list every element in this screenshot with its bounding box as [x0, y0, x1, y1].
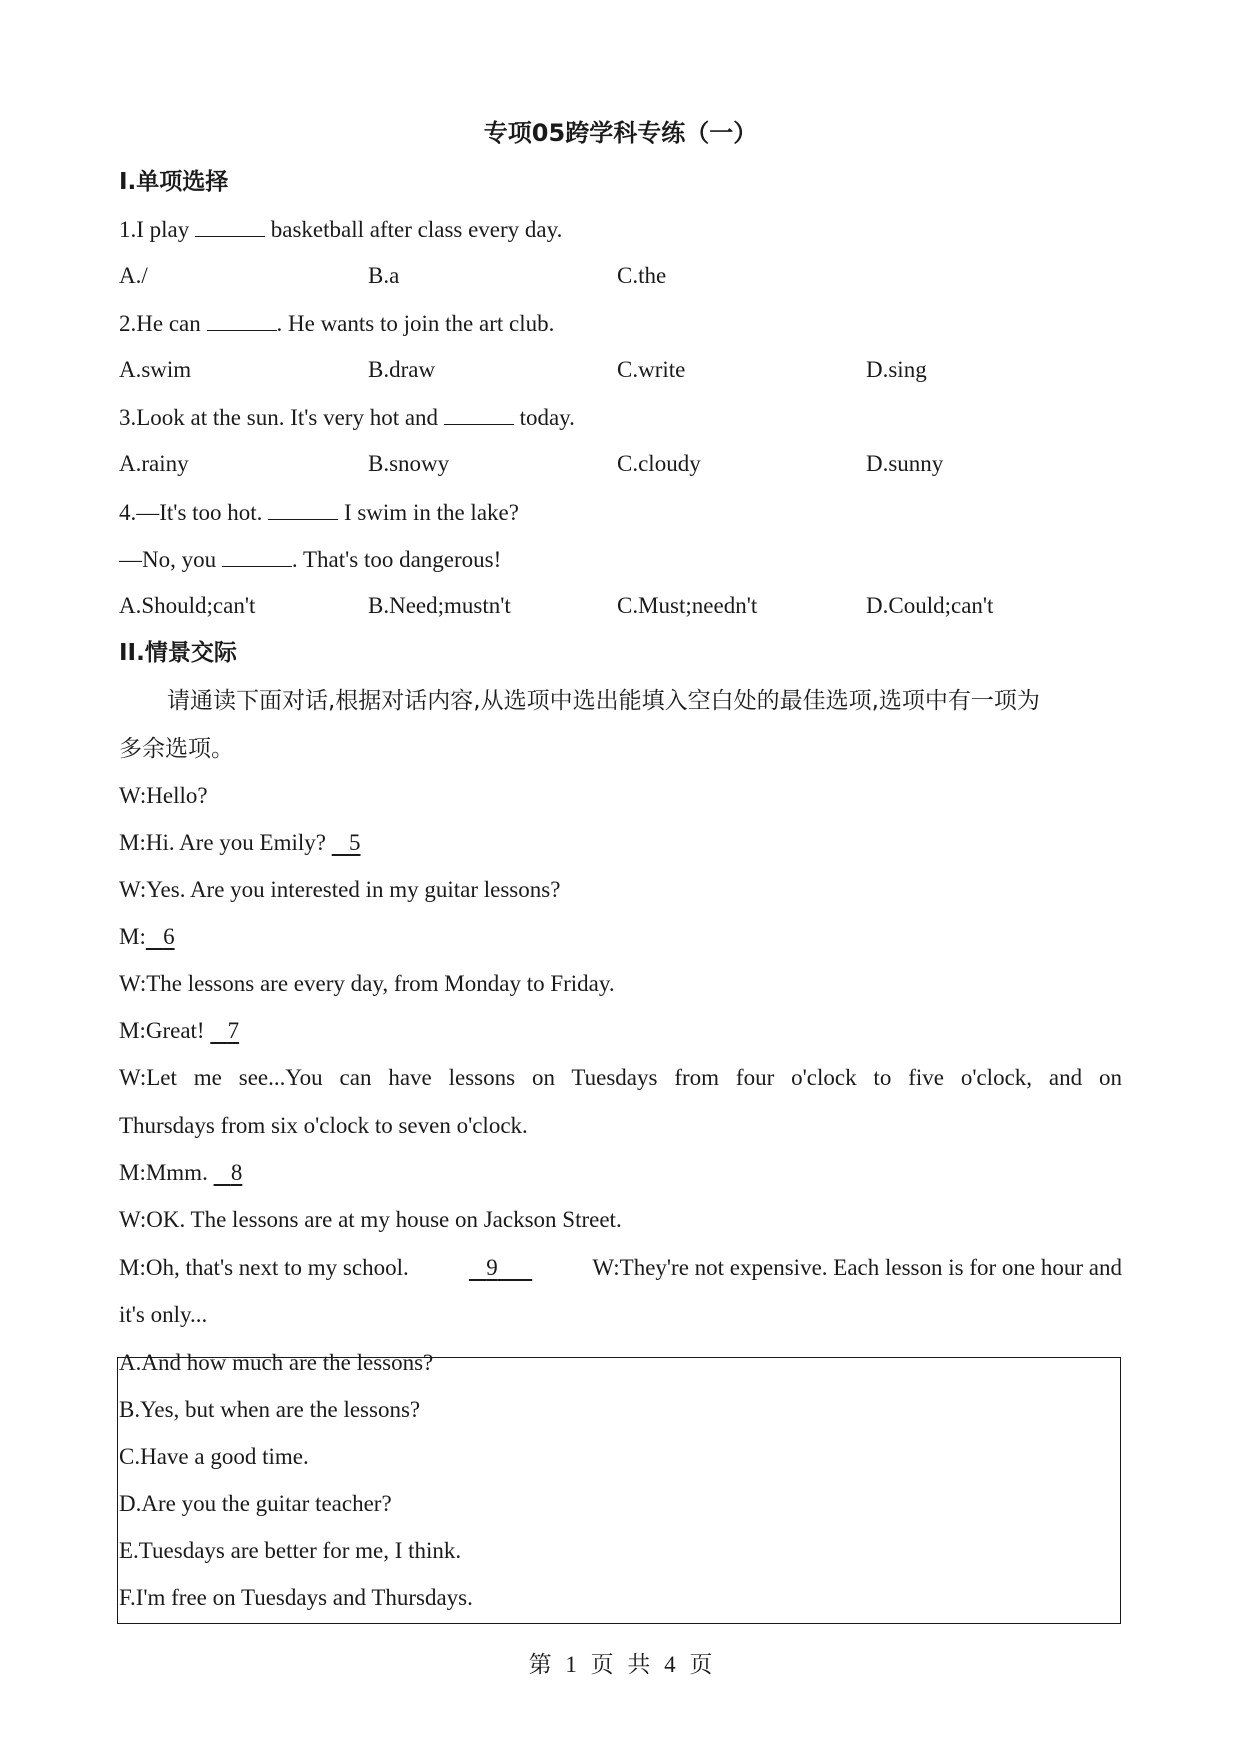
question-4-stem-pre: 4.—It's too hot.: [119, 500, 263, 525]
dialogue-line: W:Hello?: [119, 783, 208, 808]
choice-b: B.Yes, but when are the lessons?: [119, 1397, 421, 1422]
choice-c: C.Have a good time.: [119, 1444, 309, 1469]
option: A.Should;can't: [119, 593, 256, 618]
dialogue-line: Thursdays from six o'clock to seven o'clock.: [119, 1113, 528, 1138]
dialogue-line: [119, 1016, 239, 1046]
page-number-footer: 第 1 页 共 4 页: [528, 1652, 713, 1677]
answer-blank-6: [146, 924, 175, 949]
option: D.Could;can't: [866, 593, 994, 618]
dialogue-text: W:They're not expensive. Each lesson is for one hour and: [592, 1255, 1122, 1280]
question-1-stem-post: basketball after class every day.: [270, 217, 563, 242]
option: B.snowy: [368, 451, 450, 476]
answer-blank-9: [469, 1253, 532, 1283]
dialogue-text: M:: [119, 924, 146, 949]
choice-d: D.Are you the guitar teacher?: [119, 1491, 392, 1516]
option: C.cloudy: [617, 451, 701, 476]
answer-blank: [222, 544, 292, 567]
question-1: [119, 214, 562, 245]
answer-blank-5: [332, 830, 361, 855]
blank-number: 9: [486, 1255, 498, 1280]
question-4-reply-post: . That's too dangerous!: [291, 547, 502, 572]
dialogue-line: [119, 828, 360, 858]
question-3-stem-pre: 3.Look at the sun. It's very hot and: [119, 405, 439, 430]
dialogue-line: W:The lessons are every day, from Monday to Friday.: [119, 971, 615, 996]
option: A.swim: [119, 357, 192, 382]
blank-number: 8: [230, 1160, 243, 1185]
dialogue-line: it's only...: [119, 1302, 208, 1327]
dialogue-line: [119, 1158, 242, 1188]
page-title: 专项05跨学科专练（一）: [483, 119, 758, 147]
dialogue-text: M:Oh, that's next to my school.: [119, 1255, 409, 1280]
section-heading-single-choice: I.单项选择: [119, 169, 229, 195]
answer-blank: [268, 497, 338, 520]
option: B.draw: [368, 357, 436, 382]
question-4-reply: [119, 544, 501, 575]
section-heading-dialogue: II.情景交际: [119, 640, 237, 666]
blank-number: 5: [348, 830, 361, 855]
instruction-line-2: 多余选项。: [119, 736, 234, 762]
answer-blank: [195, 214, 265, 237]
option: C.write: [617, 357, 686, 382]
dialogue-line: W:OK. The lessons are at my house on Jackson Street.: [119, 1207, 622, 1232]
option: B.a: [368, 263, 400, 288]
dialogue-line: [119, 922, 175, 952]
dialogue-line: [119, 1253, 1122, 1283]
option: A./: [119, 263, 148, 288]
blank-number: 7: [227, 1018, 240, 1043]
dialogue-text: M:Mmm.: [119, 1160, 208, 1185]
answer-blank: [444, 402, 514, 425]
question-4-stem-post: I swim in the lake?: [343, 500, 519, 525]
option: A.rainy: [119, 451, 189, 476]
blank-number: 6: [163, 924, 175, 949]
question-4: [119, 497, 519, 528]
choice-a: A.And how much are the lessons?: [119, 1350, 434, 1375]
dialogue-line: W:Yes. Are you interested in my guitar lessons?: [119, 877, 561, 902]
dialogue-line: W:Let me see...You can have lessons on Tuesdays from four o'clock to five o'clock, and on: [119, 1065, 1122, 1090]
option: D.sing: [866, 357, 927, 382]
choice-f: F.I'm free on Tuesdays and Thursdays.: [119, 1585, 473, 1610]
answer-blank: [207, 308, 277, 331]
question-4-reply-pre: —No, you: [119, 547, 217, 572]
dialogue-text: M:Great!: [119, 1018, 205, 1043]
question-2: [119, 308, 554, 339]
option: D.sunny: [866, 451, 944, 476]
answer-blank-7: [210, 1018, 239, 1043]
option: B.Need;mustn't: [368, 593, 511, 618]
answer-blank-8: [214, 1160, 243, 1185]
option: C.the: [617, 263, 667, 288]
question-3-stem-post: today.: [519, 405, 575, 430]
question-2-stem-post: . He wants to join the art club.: [276, 311, 555, 336]
option: C.Must;needn't: [617, 593, 758, 618]
question-1-stem-pre: 1.I play: [119, 217, 190, 242]
instruction-line-1: 请通读下面对话,根据对话内容,从选项中选出能填入空白处的最佳选项,选项中有一项为: [167, 688, 1040, 714]
question-3: [119, 402, 575, 433]
dialogue-text: M:Hi. Are you Emily?: [119, 830, 326, 855]
question-2-stem-pre: 2.He can: [119, 311, 201, 336]
choice-e: E.Tuesdays are better for me, I think.: [119, 1538, 462, 1563]
